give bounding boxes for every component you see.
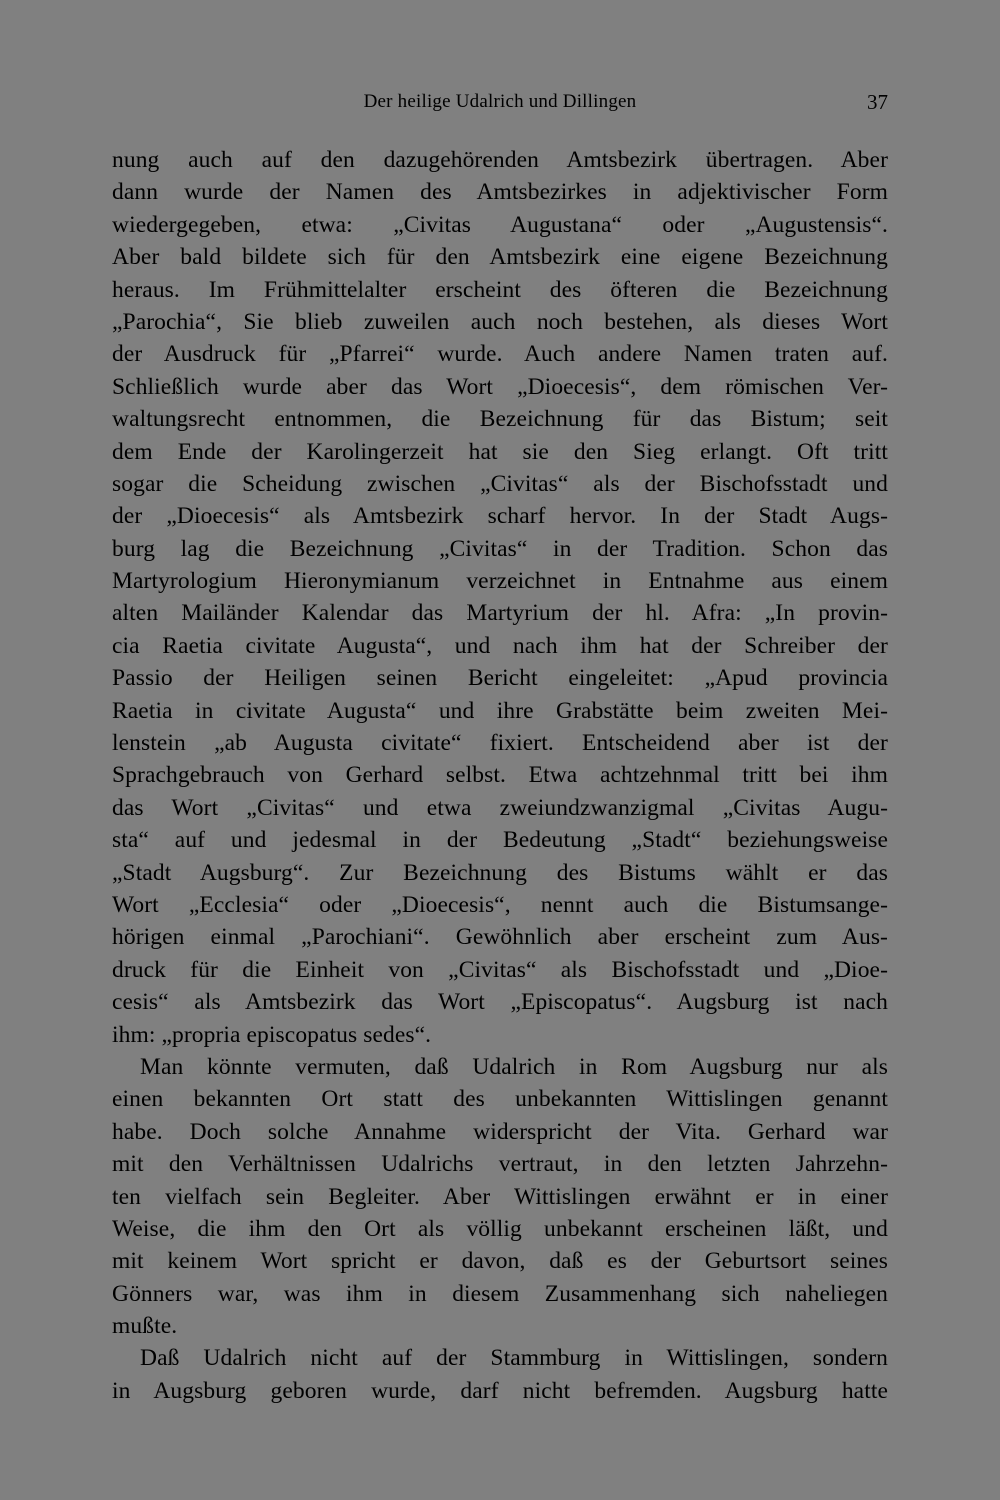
text-line: Wort „Ecclesia“ oder „Dioecesis“, nennt auch die Bistumsange-	[112, 891, 888, 918]
text-line: waltungsrecht entnommen, die Bezeichnung für das Bistum; seit	[112, 406, 888, 433]
text-line: Gönners war, was ihm in diesem Zusammenhang sich naheliegen	[112, 1280, 888, 1307]
text-line: burg lag die Bezeichnung „Civitas“ in der Tradition. Schon das	[112, 535, 888, 562]
text-line: wiedergegeben, etwa: „Civitas Augustana“ oder „Augustensis“.	[112, 211, 888, 238]
running-title: Der heilige Udalrich und Dillingen	[363, 91, 637, 112]
text-line: „Parochia“, Sie blieb zuweilen auch noch bestehen, als dieses Wort	[112, 308, 888, 335]
paragraph	[112, 144, 888, 1051]
text-line: Aber bald bildete sich für den Amtsbezirk eine eigene Bezeichnung	[112, 244, 888, 271]
text-line: sogar die Scheidung zwischen „Civitas“ als der Bischofsstadt und	[112, 470, 888, 497]
text-line: dem Ende der Karolingerzeit hat sie den Sieg erlangt. Oft tritt	[112, 438, 888, 465]
text-line: nung auch auf den dazugehörenden Amtsbezirk übertragen. Aber	[112, 147, 888, 173]
paragraph	[112, 1342, 888, 1407]
text-line: druck für die Einheit von „Civitas“ als Bischofsstadt und „Dioe-	[112, 956, 888, 983]
text-line: sta“ auf und jedesmal in der Bedeutung „Stadt“ beziehungsweise	[112, 827, 888, 854]
text-line: Raetia in civitate Augusta“ und ihre Grabstätte beim zweiten Mei-	[112, 697, 888, 724]
text-line: Martyrologium Hieronymianum verzeichnet in Entnahme aus einem	[112, 568, 888, 595]
text-line: in Augsburg geboren wurde, darf nicht befremden. Augsburg hatte	[112, 1377, 888, 1404]
text-line: ihm: „propria episcopatus sedes“.	[112, 1021, 432, 1048]
text-line: der Ausdruck für „Pfarrei“ wurde. Auch andere Namen traten auf.	[112, 341, 888, 368]
text-line: cia Raetia civitate Augusta“, und nach ihm hat der Schreiber der	[112, 632, 888, 659]
text-line: mit keinem Wort spricht er davon, daß es der Geburtsort seines	[112, 1248, 888, 1275]
text-line: Passio der Heiligen seinen Bericht eingeleitet: „Apud provincia	[112, 665, 888, 692]
body-text	[112, 144, 888, 1407]
text-line: das Wort „Civitas“ und etwa zweiundzwanzigmal „Civitas Augu-	[112, 794, 888, 821]
running-head	[112, 88, 888, 116]
text-line: habe. Doch solche Annahme widerspricht der Vita. Gerhard war	[112, 1118, 888, 1145]
text-line: ten vielfach sein Begleiter. Aber Wittislingen erwähnt er in einer	[112, 1183, 888, 1210]
text-line: heraus. Im Frühmittelalter erscheint des öfteren die Bezeichnung	[112, 276, 888, 303]
text-line: dann wurde der Namen des Amtsbezirkes in adjektivischer Form	[112, 179, 888, 206]
text-line: alten Mailänder Kalendar das Martyrium der hl. Afra: „In provin-	[112, 600, 888, 627]
text-line: Daß Udalrich nicht auf der Stammburg in Wittislingen, sondern	[140, 1345, 888, 1372]
text-line: „Stadt Augsburg“. Zur Bezeichnung des Bistums wählt er das	[112, 859, 888, 886]
text-line: Weise, die ihm den Ort als völlig unbekannt erscheinen läßt, und	[112, 1215, 888, 1242]
text-line: lenstein „ab Augusta civitate“ fixiert. Entscheidend aber ist der	[112, 730, 888, 757]
text-line: hörigen einmal „Parochiani“. Gewöhnlich aber erscheint zum Aus-	[112, 924, 888, 951]
text-line: der „Dioecesis“ als Amtsbezirk scharf hervor. In der Stadt Augs-	[112, 503, 888, 530]
text-line: mit den Verhältnissen Udalrichs vertraut, in den letzten Jahrzehn-	[112, 1151, 888, 1178]
text-line: einen bekannten Ort statt des unbekannten Wittislingen genannt	[112, 1086, 888, 1113]
text-line: Sprachgebrauch von Gerhard selbst. Etwa achtzehnmal tritt bei ihm	[112, 762, 888, 789]
page-number: 37	[867, 90, 888, 114]
text-line: mußte.	[112, 1313, 178, 1340]
paragraph	[112, 1051, 888, 1343]
text-line: Man könnte vermuten, daß Udalrich in Rom Augsburg nur als	[140, 1053, 888, 1080]
text-line: Schließlich wurde aber das Wort „Dioecesis“, dem römischen Ver-	[112, 373, 888, 400]
text-line: cesis“ als Amtsbezirk das Wort „Episcopatus“. Augsburg ist nach	[112, 989, 888, 1016]
